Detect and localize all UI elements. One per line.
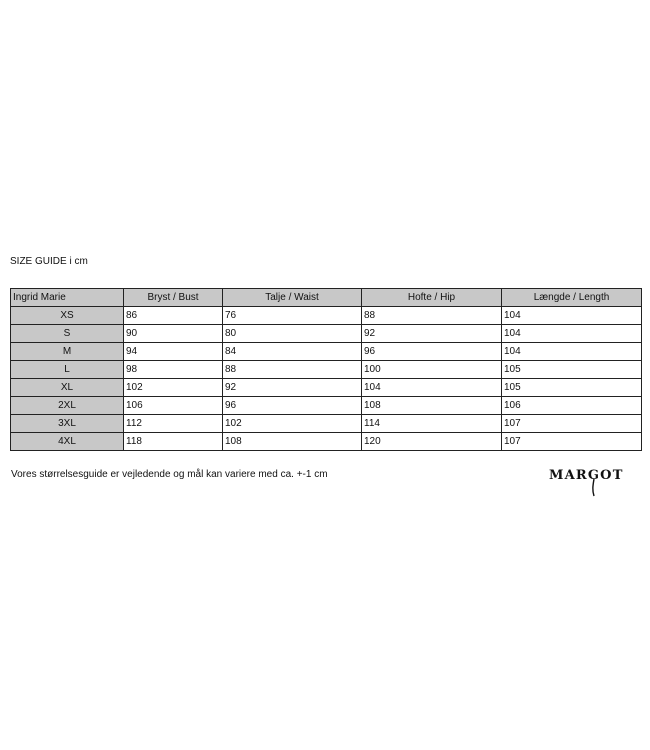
length-cell: 105 <box>502 379 642 397</box>
logo-swash <box>593 479 594 496</box>
hip-cell: 120 <box>362 433 502 451</box>
size-cell: L <box>11 361 124 379</box>
header-length: Længde / Length <box>502 289 642 307</box>
waist-cell: 96 <box>223 397 362 415</box>
waist-cell: 84 <box>223 343 362 361</box>
header-waist: Talje / Waist <box>223 289 362 307</box>
disclaimer-note: Vores størrelsesguide er vejledende og mål kan variere med ca. +-1 cm <box>11 469 328 480</box>
bust-cell: 90 <box>124 325 223 343</box>
margot-logo <box>548 465 640 503</box>
logo-wordmark: MARGOT <box>549 468 624 483</box>
bust-cell: 106 <box>124 397 223 415</box>
size-cell: 4XL <box>11 433 124 451</box>
length-cell: 107 <box>502 433 642 451</box>
table-header-row <box>11 289 642 307</box>
hip-cell: 114 <box>362 415 502 433</box>
table-row <box>11 397 642 415</box>
hip-cell: 96 <box>362 343 502 361</box>
header-model: Ingrid Marie <box>11 289 124 307</box>
bust-cell: 98 <box>124 361 223 379</box>
table-row <box>11 325 642 343</box>
bust-cell: 94 <box>124 343 223 361</box>
size-cell: 3XL <box>11 415 124 433</box>
waist-cell: 88 <box>223 361 362 379</box>
waist-cell: 80 <box>223 325 362 343</box>
size-cell: XL <box>11 379 124 397</box>
size-guide-title: SIZE GUIDE i cm <box>10 256 88 267</box>
hip-cell: 104 <box>362 379 502 397</box>
waist-cell: 102 <box>223 415 362 433</box>
bust-cell: 118 <box>124 433 223 451</box>
size-table <box>10 288 642 451</box>
length-cell: 105 <box>502 361 642 379</box>
length-cell: 106 <box>502 397 642 415</box>
size-cell: M <box>11 343 124 361</box>
table-row <box>11 307 642 325</box>
waist-cell: 76 <box>223 307 362 325</box>
table-row <box>11 343 642 361</box>
size-cell: XS <box>11 307 124 325</box>
length-cell: 104 <box>502 325 642 343</box>
bust-cell: 102 <box>124 379 223 397</box>
waist-cell: 108 <box>223 433 362 451</box>
hip-cell: 100 <box>362 361 502 379</box>
length-cell: 107 <box>502 415 642 433</box>
bust-cell: 112 <box>124 415 223 433</box>
hip-cell: 92 <box>362 325 502 343</box>
table-row <box>11 415 642 433</box>
bust-cell: 86 <box>124 307 223 325</box>
header-bust: Bryst / Bust <box>124 289 223 307</box>
table-row <box>11 379 642 397</box>
size-cell: 2XL <box>11 397 124 415</box>
length-cell: 104 <box>502 343 642 361</box>
waist-cell: 92 <box>223 379 362 397</box>
hip-cell: 88 <box>362 307 502 325</box>
length-cell: 104 <box>502 307 642 325</box>
size-cell: S <box>11 325 124 343</box>
table-row <box>11 361 642 379</box>
header-hip: Hofte / Hip <box>362 289 502 307</box>
hip-cell: 108 <box>362 397 502 415</box>
table-row <box>11 433 642 451</box>
